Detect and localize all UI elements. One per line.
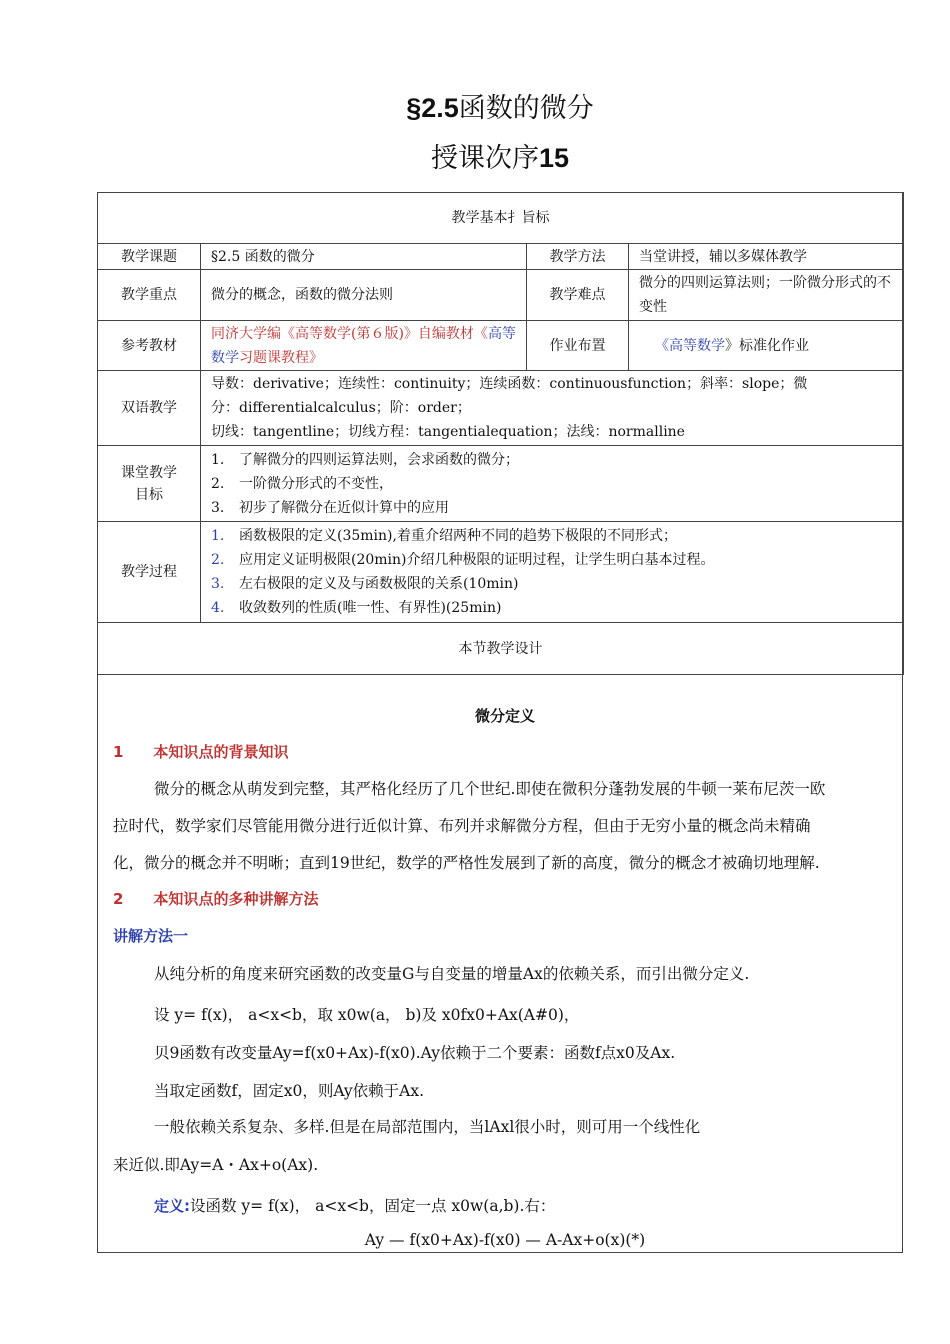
section-heading: 2 本知识点的多种讲解方法: [113, 890, 319, 908]
teaching-info-table: [97, 192, 904, 675]
bilingual-line: 导数：derivative；连续性：continuity；连续函数：continuousfunction；斜率：slope；微: [211, 376, 808, 392]
row-label: 教学难点: [527, 270, 629, 321]
list-item: 1. 函数极限的定义(35min),着重介绍两种不同的趋势下极限的不同形式；: [211, 528, 677, 544]
cell-difficulties: 微分的四则运算法则；一阶微分形式的不变性: [629, 270, 904, 321]
cell-homework: 《高等数学》标准化作业: [629, 321, 904, 371]
list-item: 2. 应用定义证明极限(20min)介绍几种极限的证明过程，让学生明白基本过程。: [211, 552, 715, 568]
paragraph-line: 化，微分的概念并不明晰；直到19世纪，数学的严格性发展到了新的高度，微分的概念才被确切地理解.: [113, 854, 820, 872]
cell-topic: §2.5 函数的微分: [201, 244, 527, 270]
table-header: 教学基本扌旨标: [98, 193, 904, 244]
row-label: 教学过程: [98, 522, 201, 623]
paragraph-line: 设 y= f(x)， a<x<b，取 x0w(a， b)及 x0fx0+Ax(A#0)，: [154, 1006, 580, 1024]
paragraph-line: 拉时代，数学家们尽管能用微分进行近似计算、布列并求解微分方程，但由于无穷小量的概念尚未精确: [113, 817, 811, 835]
section-heading: 1 本知识点的背景知识: [113, 743, 289, 761]
bilingual-line: 分：differentialcalculus；阶：order；: [211, 400, 471, 416]
cell-objectives: [201, 446, 904, 522]
formula: Ay — f(x0+Ax)-f(x0) — A-Ax+o(x)(*): [364, 1231, 646, 1249]
page-title: §2.5函数的微分: [406, 93, 594, 124]
row-label: 双语教学: [98, 371, 201, 446]
row-label: 参考教材: [98, 321, 201, 371]
cell-bilingual: [201, 371, 904, 446]
cell-key-points: 微分的概念，函数的微分法则: [201, 270, 527, 321]
paragraph-line: 从纯分析的角度来研究函数的改变量G与自变量的增量Ax的依赖关系，而引出微分定义.: [154, 965, 750, 983]
paragraph-line: 贝9函数有改变量Ay=f(x0+Ax)-f(x0).Ay依赖于二个要素：函数f点x0及Ax.: [154, 1044, 676, 1062]
paragraph-line: 来近似.即Ay=A・Ax+o(Ax).: [113, 1156, 319, 1174]
list-item: 3. 左右极限的定义及与函数极限的关系(10min): [211, 576, 519, 592]
list-item: 1. 了解微分的四则运算法则，会求函数的微分；: [211, 451, 519, 468]
paragraph-line: 一般依赖关系复杂、多样.但是在局部范围内，当lAxl很小时，则可用一个线性化: [154, 1118, 701, 1136]
paragraph-line: 当取定函数f，固定x0，则Ay依赖于Ax.: [154, 1082, 425, 1100]
list-item: 3. 初步了解微分在近似计算中的应用: [211, 499, 449, 516]
cell-process: [201, 522, 904, 623]
row-label: 教学课题: [98, 244, 201, 270]
method-heading: 讲解方法一: [113, 927, 189, 945]
lesson-order: 授课次序15: [430, 143, 570, 174]
definition-line: 定义:设函数 y= f(x)， a<x<b，固定一点 x0w(a,b).右：: [154, 1197, 556, 1215]
row-label: 教学重点: [98, 270, 201, 321]
cell-reference: 同济大学编《高等数学(第６版)》自编教材《高等数学习题课教程》: [201, 321, 527, 371]
paragraph-line: 微分的概念从萌发到完整，其严格化经历了几个世纪.即使在微积分蓬勃发展的牛顿一莱布尼茨一欧: [154, 780, 826, 798]
row-label: 作业布置: [527, 321, 629, 371]
bilingual-line: 切线：tangentline；切线方程：tangentialequation；法线：normalline: [211, 424, 685, 440]
cell-method: 当堂讲授，辅以多媒体教学: [629, 244, 904, 270]
list-item: 4. 收敛数列的性质(唯一性、有界性)(25min): [211, 600, 502, 616]
row-label: 课堂教学 目标: [98, 446, 201, 522]
content-heading: 微分定义: [474, 707, 535, 725]
design-heading: 本节教学设计: [98, 623, 904, 675]
row-label: 教学方法: [527, 244, 629, 270]
list-item: 2. 一阶微分形式的不变性，: [211, 475, 393, 492]
